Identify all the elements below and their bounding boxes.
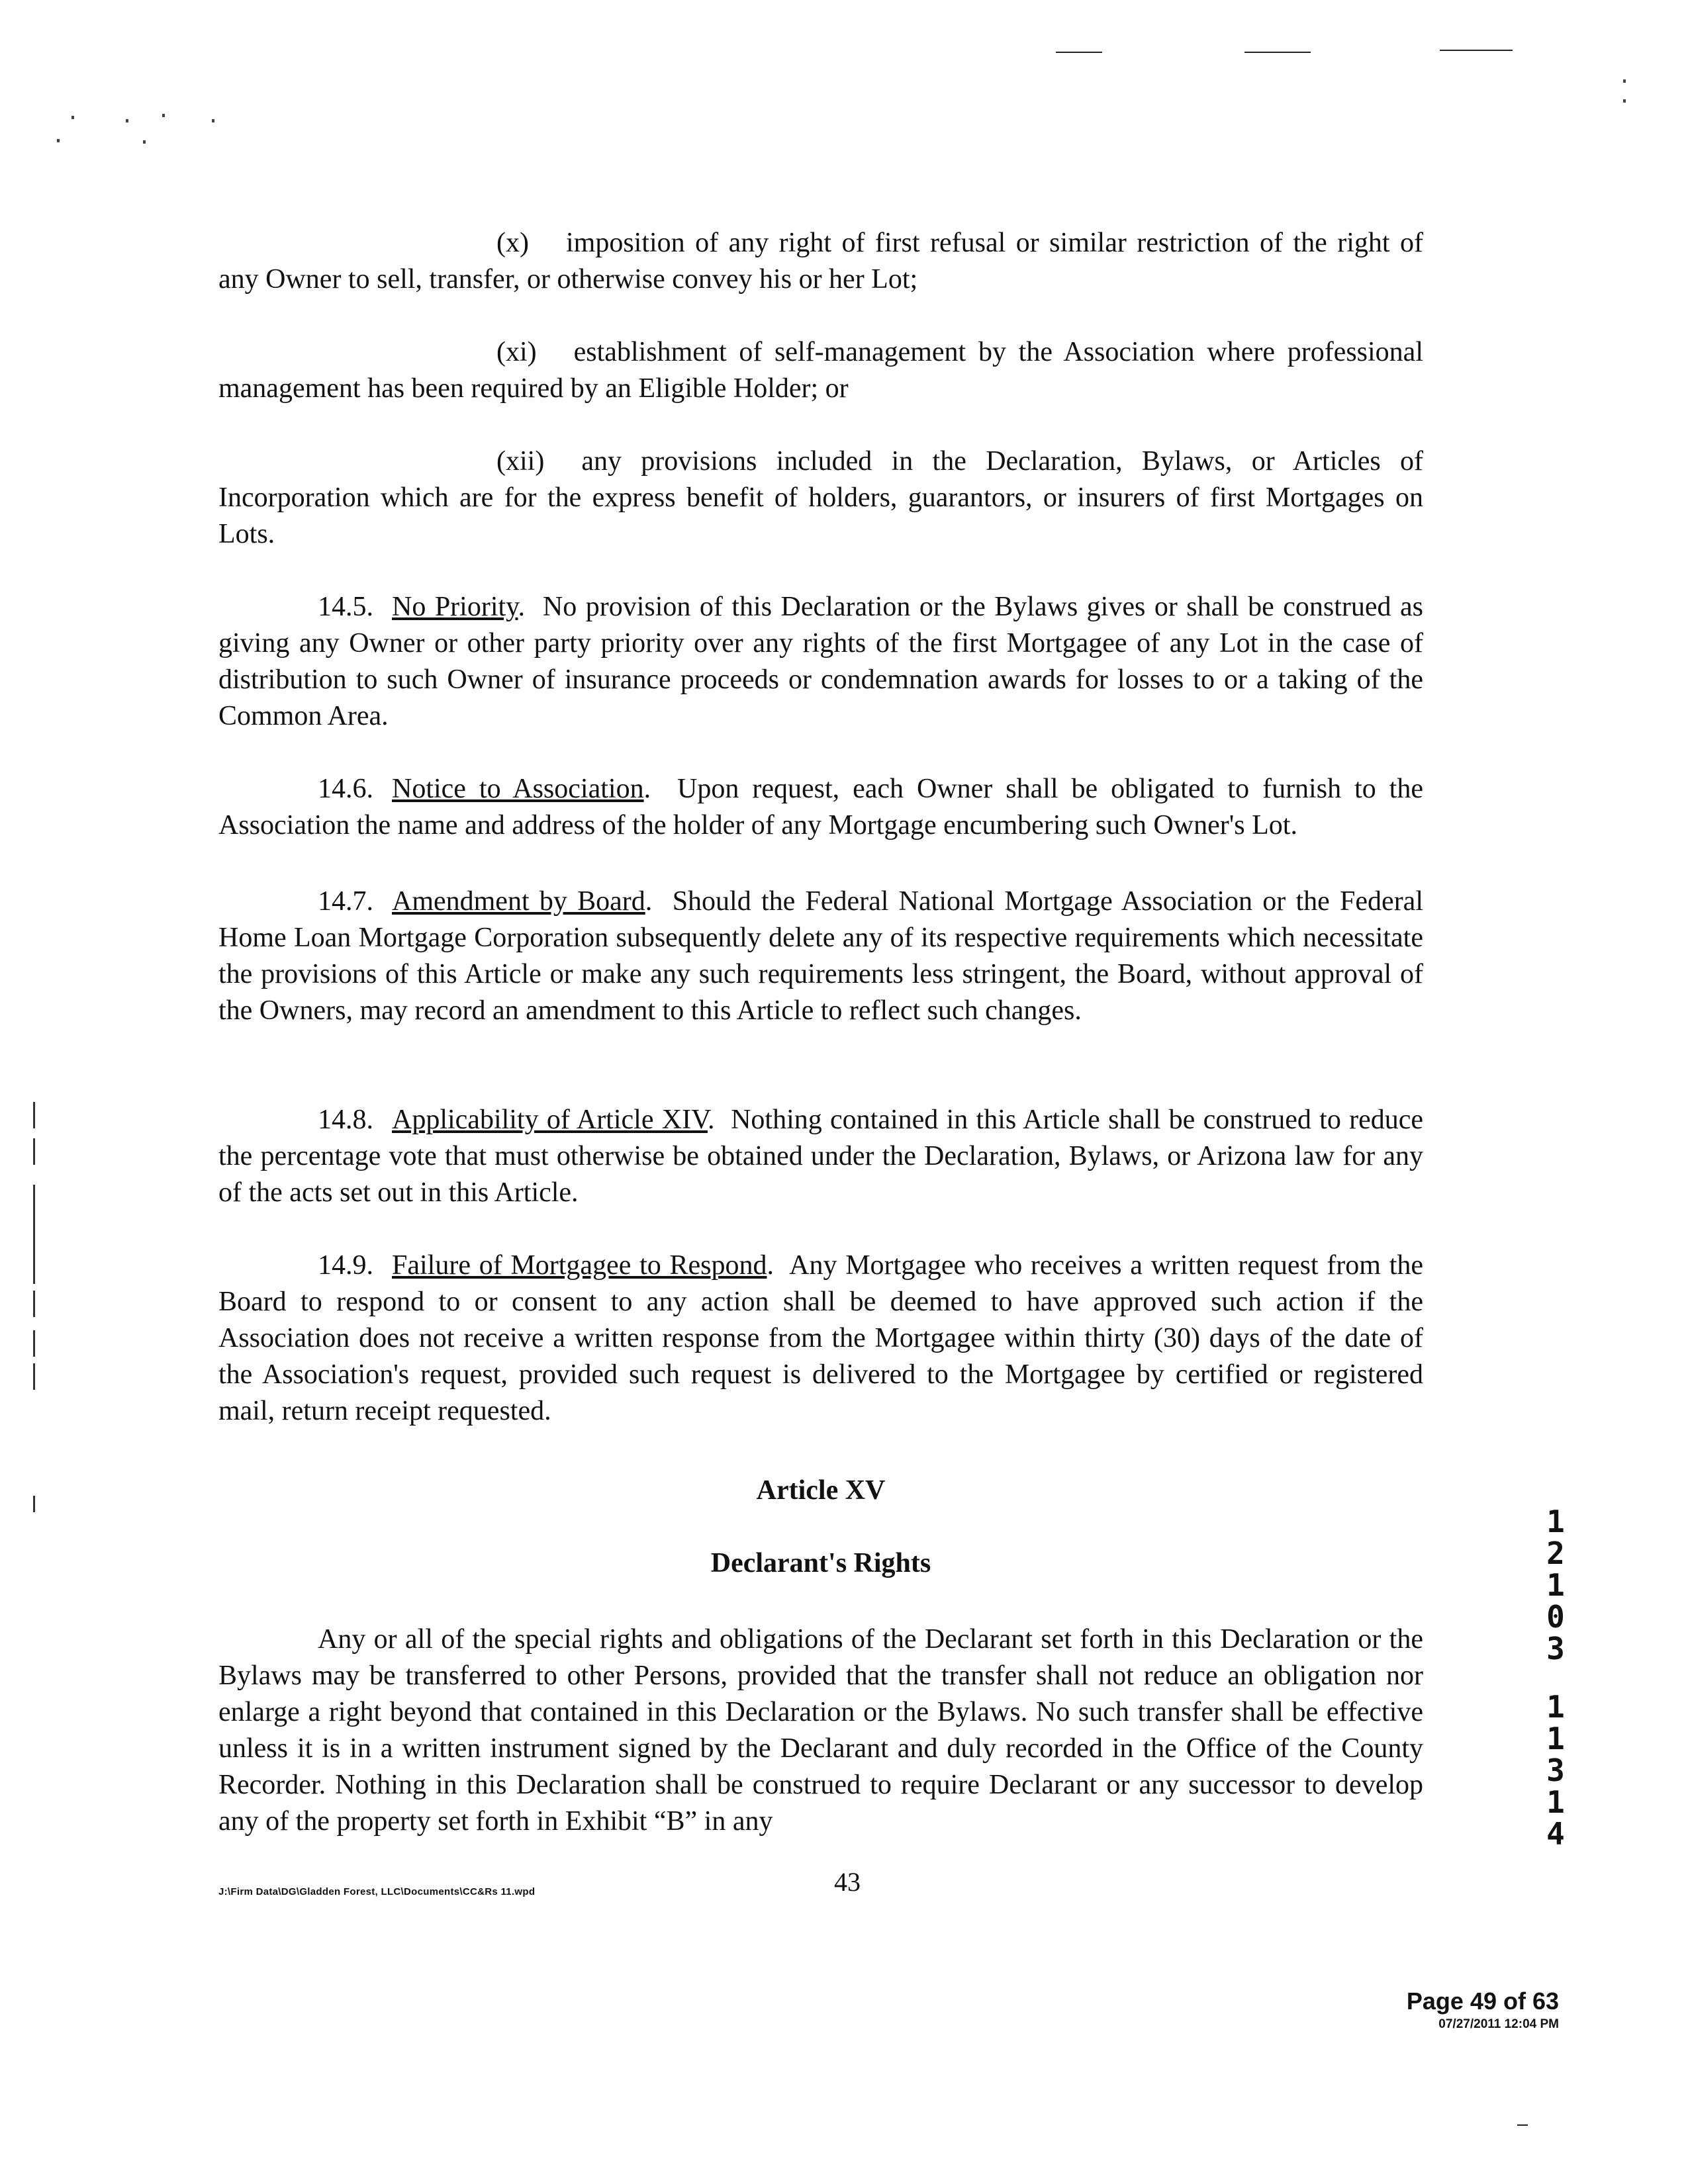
section-14-7-number: 14.7.: [318, 886, 373, 917]
section-14-9-number: 14.9.: [318, 1250, 373, 1281]
article-body-text: Any or all of the special rights and obligations of the Declarant set forth in this Declaration or the Bylaws may be transferred to other Persons, provided that the transfer shall not reduce an obligation nor enlarge a right beyond that contained in this Declaration or the Bylaws. No such transfer shall be effective unless it is in a written instrument signed by the Declarant and duly recorded in the Office of the County Recorder. Nothing in this Declaration shall be construed to require Declarant or any successor to develop any of the property set forth in Exhibit “B” in any: [218, 1624, 1423, 1837]
footer-mark: [1517, 2124, 1528, 2126]
section-14-8-heading: Applicability of Article XIV: [392, 1105, 708, 1135]
page-folio: 43: [834, 1867, 861, 1897]
change-bar: [33, 1496, 35, 1512]
scan-mark-top-1: [1056, 52, 1102, 53]
scan-speck: [57, 139, 60, 142]
article-title: Article XV: [756, 1475, 886, 1506]
change-bar: [33, 1363, 35, 1390]
paragraph-xi: [218, 334, 1423, 407]
section-14-8: 14.8. Applicability of Article XIV. Nothing contained in this Article shall be construed to reduce the percentage vote that must otherwise be obtained under the Declaration, Bylaws, or Arizona law for any of the acts set out in this Article.: [218, 1105, 1424, 1208]
paragraph-x: [218, 225, 1423, 298]
article-body: [218, 1621, 1423, 1840]
scan-speck: [1623, 99, 1626, 103]
stamp-gap: [1542, 1664, 1569, 1691]
stamp-digit: 2: [1546, 1535, 1565, 1571]
paragraph-xii-marker: (xii): [496, 446, 545, 477]
section-14-5-heading: No Priority: [392, 592, 518, 622]
section-14-9: 14.9. Failure of Mortgagee to Respond. Any Mortgagee who receives a written request from the Board to respond to or consent to any action shall be deemed to have approved such action if the Association does not receive a written response from the Mortgagee within thirty (30) days of the date of the Association's request, provided such request is delivered to the Mortgagee by certified or registered mail, return receipt requested.: [218, 1250, 1424, 1426]
stamp-digit: 3: [1546, 1631, 1565, 1666]
section-14-8-number: 14.8.: [318, 1105, 373, 1135]
section-14-6-number: 14.6.: [318, 774, 373, 804]
section-14-6-heading: Notice to Association: [392, 774, 644, 804]
change-bar: [33, 1102, 35, 1128]
stamp-digit: 3: [1546, 1752, 1565, 1788]
paragraph-xi-marker: (xi): [496, 337, 537, 367]
file-path: J:\Firm Data\DG\Gladden Forest, LLC\Documents\CC&Rs 11.wpd: [218, 1886, 536, 1897]
section-14-5-text: No provision of this Declaration or the Bylaws gives or shall be construed as giving any Owner or other party priority over any rights of the first Mortgagee of any Lot in the case of distribution to such Owner of insurance proceeds or condemnation awards for losses to or a taking of the Common Area.: [218, 592, 1424, 731]
paragraph-xii: [218, 443, 1423, 553]
paragraph-x-text: imposition of any right of first refusal or similar restriction of the right of any Owner to sell, transfer, or otherwise convey his or her Lot;: [218, 228, 1423, 295]
scan-mark-top-2: [1244, 52, 1311, 53]
stamp-digit: 1: [1546, 1721, 1565, 1756]
page-counter: Page 49 of 63: [1406, 1987, 1559, 2015]
scan-mark-top-3: [1440, 50, 1513, 51]
stamp-digit: 0: [1546, 1599, 1565, 1635]
section-14-7-text: Should the Federal National Mortgage Association or the Federal Home Loan Mortgage Corporation subsequently delete any of its respective requirements which necessitate the provisions of this Article or make any such requirements less stringent, the Board, without approval of the Owners, may record an amendment to this Article to reflect such changes.: [218, 886, 1423, 1026]
article-subtitle: Declarant's Rights: [710, 1548, 931, 1578]
stamp-digit: 1: [1546, 1567, 1565, 1603]
scan-speck: [162, 114, 165, 117]
section-14-9-text: Any Mortgagee who receives a written request from the Board to respond to or consent to any action shall be deemed to have approved such action if the Association does not receive a written response from the Mortgagee within thirty (30) days of the date of the Association's request, provided such request is delivered to the Mortgagee by certified or registered mail, return receipt requested.: [218, 1250, 1424, 1426]
stamp-digit: 1: [1546, 1689, 1565, 1725]
scan-speck: [143, 140, 146, 144]
scan-speck: [1623, 79, 1626, 83]
scan-speck: [212, 119, 214, 122]
section-14-6-text: Upon request, each Owner shall be obligated to furnish to the Association the name and address of the holder of any Mortgage encumbering such Owner's Lot.: [218, 774, 1423, 841]
paragraph-xi-text: establishment of self-management by the Association where professional management has been required by an Eligible Holder; or: [218, 337, 1423, 404]
change-bar: [33, 1330, 35, 1357]
stamp-digit: 1: [1546, 1784, 1565, 1820]
section-14-9-heading: Failure of Mortgagee to Respond: [392, 1250, 767, 1281]
change-bar: [33, 1291, 35, 1317]
change-bar: [33, 1138, 35, 1165]
section-14-7-heading: Amendment by Board: [392, 886, 645, 917]
section-14-5: 14.5. No Priority. No provision of this Declaration or the Bylaws gives or shall be construed as giving any Owner or other party priority over any rights of the first Mortgagee of any Lot in the case of distribution to such Owner of insurance proceeds or condemnation awards for losses to or a taking of the Common Area.: [218, 592, 1424, 731]
paragraph-xii-text: any provisions included in the Declaration, Bylaws, or Articles of Incorporation which are for the express benefit of holders, guarantors, or insurers of first Mortgages on Lots.: [218, 446, 1423, 549]
section-14-8-text: Nothing contained in this Article shall be construed to reduce the percentage vote that must otherwise be obtained under the Declaration, Bylaws, or Arizona law for any of the acts set out in this Article.: [218, 1105, 1424, 1208]
page-timestamp: 07/27/2011 12:04 PM: [1438, 2017, 1559, 2031]
paragraph-x-marker: (x): [496, 228, 529, 258]
scan-speck: [126, 119, 128, 122]
section-14-5-number: 14.5.: [318, 592, 373, 622]
stamp-digit: 1: [1546, 1504, 1565, 1539]
scan-speck: [71, 116, 74, 119]
change-bar: [33, 1185, 35, 1284]
stamp-digit: 4: [1546, 1816, 1565, 1852]
section-14-7: 14.7. Amendment by Board. Should the Federal National Mortgage Association or the Federal Home Loan Mortgage Corporation subsequently delete any of its respective requirements which necessitate the provisions of this Article or make any such requirements less stringent, the Board, without approval of the Owners, may record an amendment to this Article to reflect such changes.: [218, 886, 1423, 1026]
section-14-6: 14.6. Notice to Association. Upon request, each Owner shall be obligated to furnish to the Association the name and address of the holder of any Mortgage encumbering such Owner's Lot.: [218, 774, 1423, 841]
recording-stamp: [1542, 1506, 1569, 1850]
